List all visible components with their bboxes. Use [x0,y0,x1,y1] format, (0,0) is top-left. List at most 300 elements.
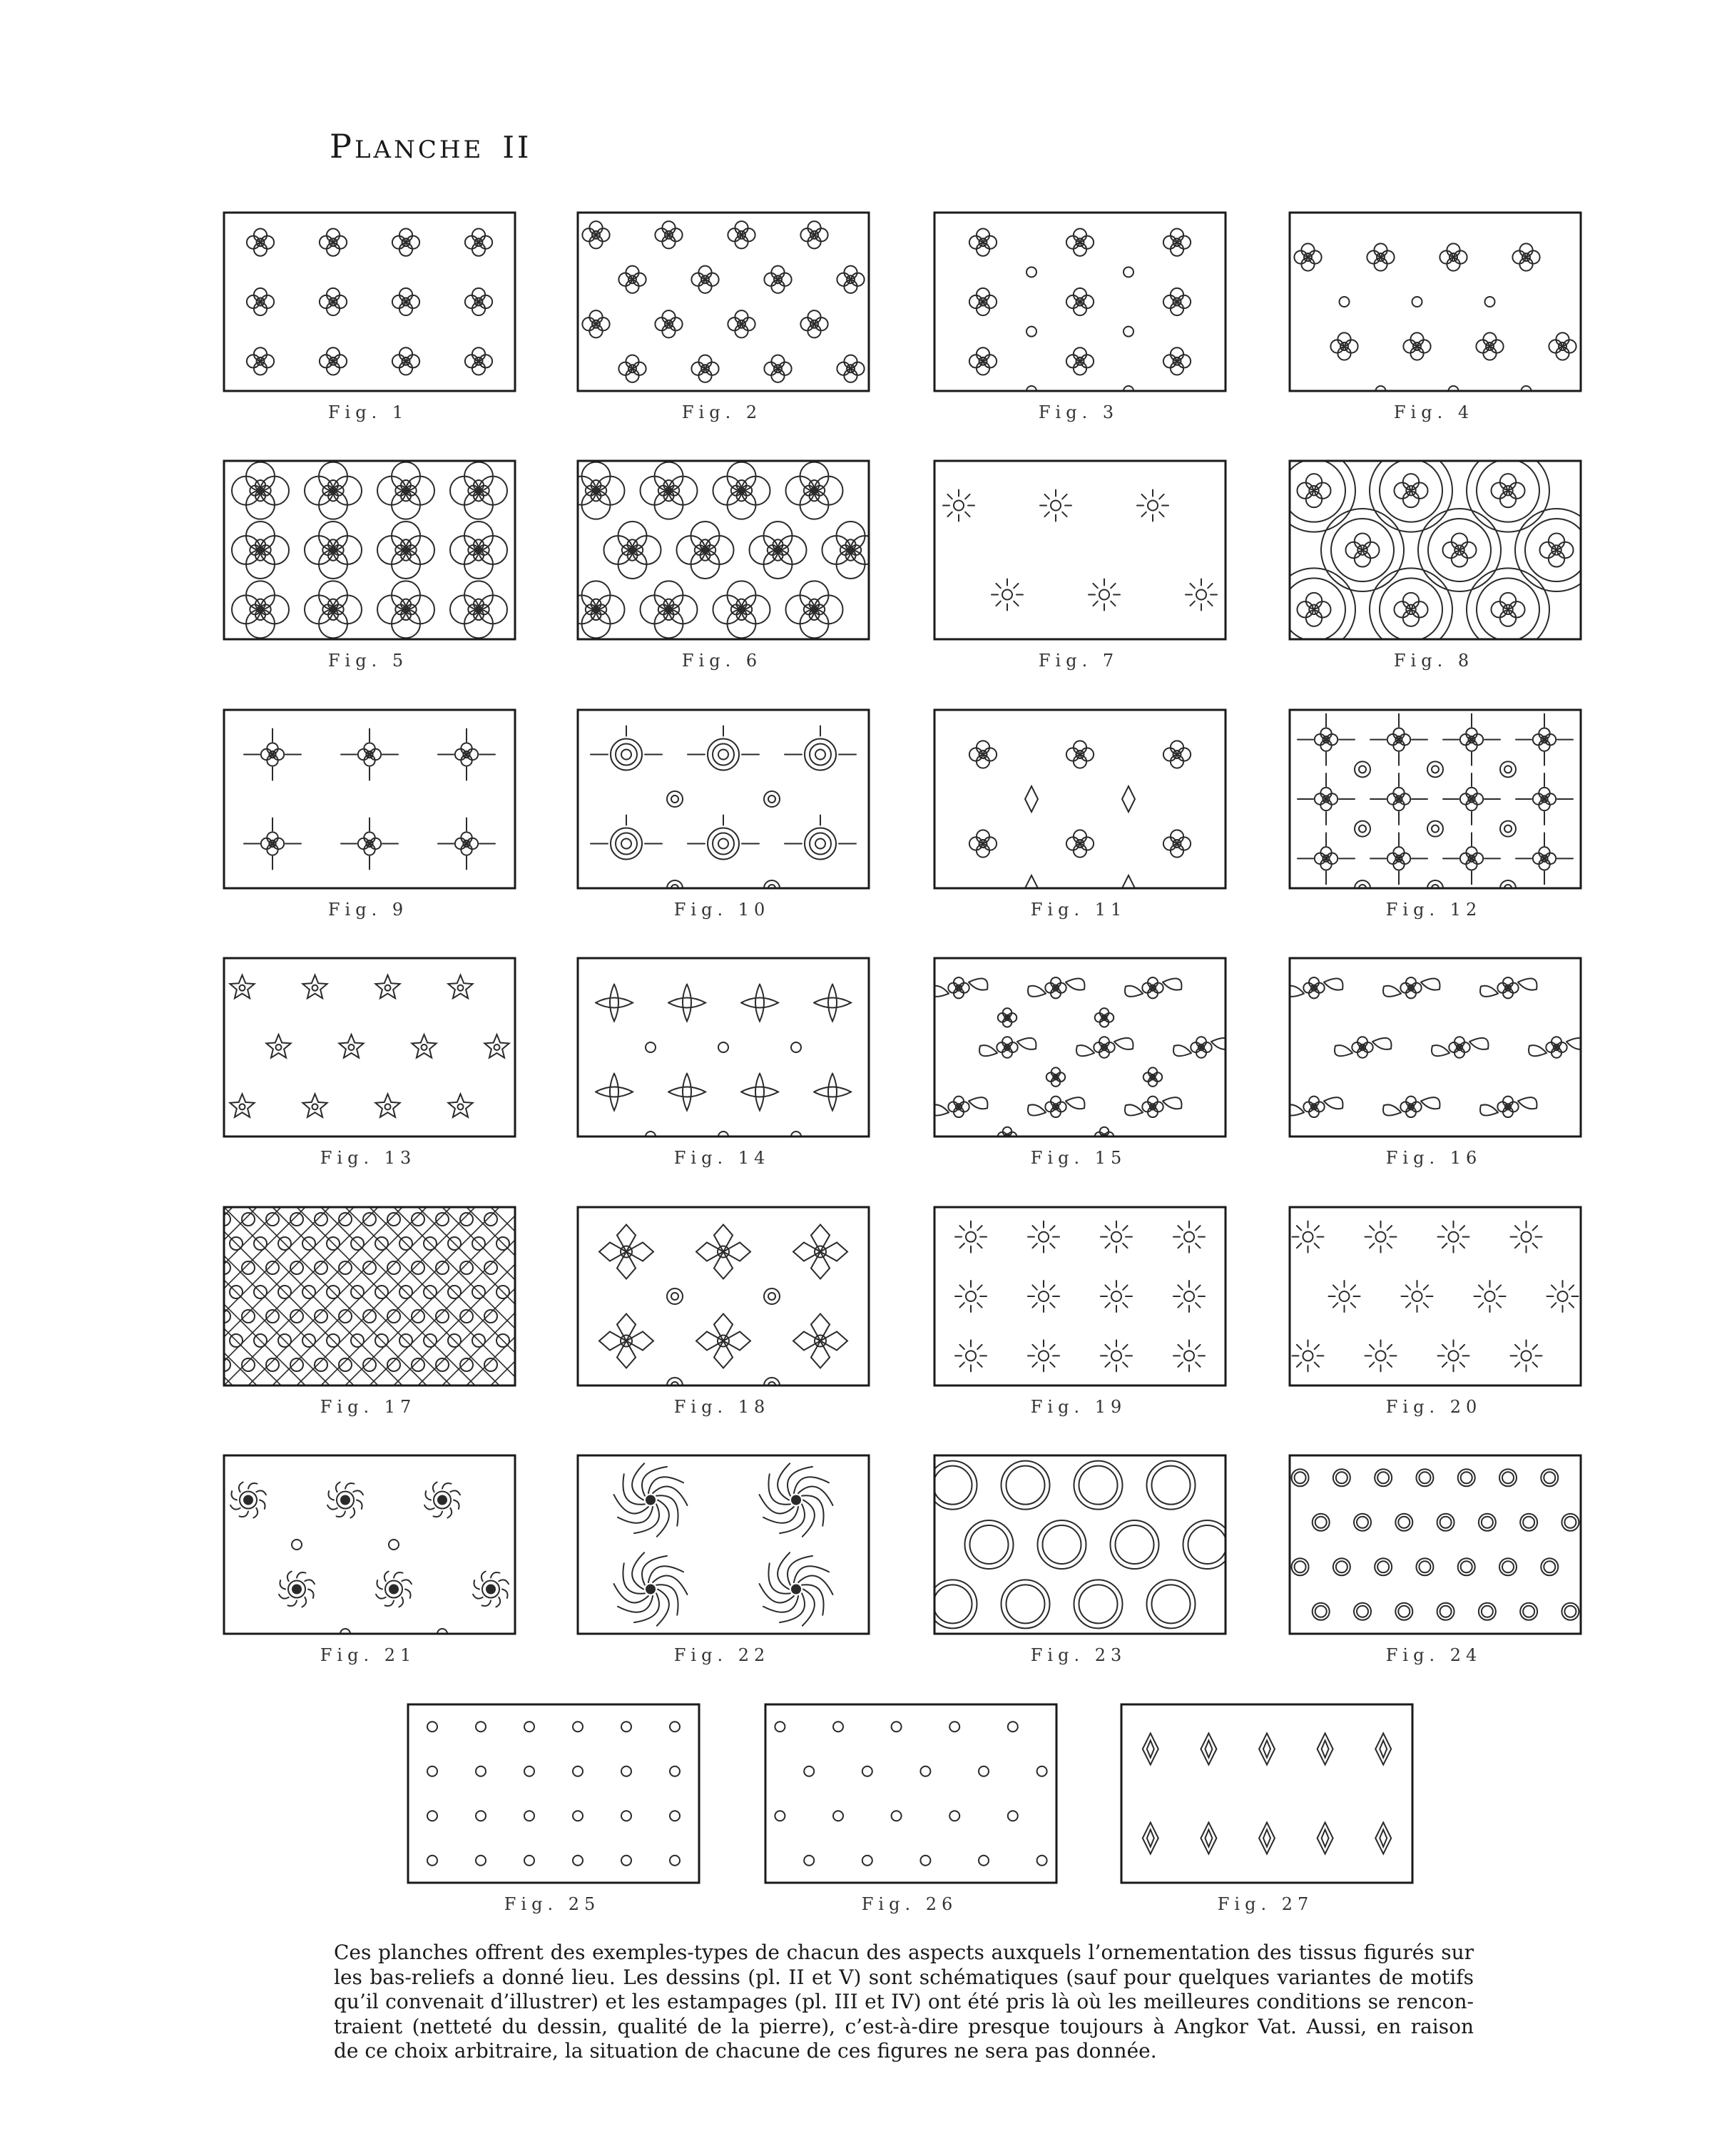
dot-motif [670,1811,680,1821]
flower-motif [465,288,492,315]
flower-motif [969,347,997,375]
quatrefoil-motif [750,522,807,579]
sun-motif [327,1483,363,1518]
rosette-motif [1288,568,1355,641]
dot-motif [573,1722,583,1732]
ornament-pattern [933,957,1227,1138]
flower-motif [728,221,755,248]
flower-motif [1066,830,1094,857]
rosette-motif [1370,568,1452,641]
leafy-motif [1125,1097,1181,1117]
quatrefoil-motif [232,522,289,579]
ring-filler [1427,821,1443,837]
swirl-motif [614,1552,688,1625]
flower-motif [1163,741,1191,768]
petalcross-motif [596,1074,633,1111]
ornament-pattern [576,211,870,392]
flower-motif [247,229,274,256]
smallring-motif [1333,1469,1350,1486]
petalcross-motif [741,985,778,1022]
leafy-motif [933,1097,987,1117]
dot-filler [1340,297,1350,307]
leafy-motif [1335,1037,1391,1057]
radiant-motif [1173,1281,1205,1312]
flower-motif [800,221,827,248]
quatrefoil-motif [232,581,289,638]
figure-panel [764,1703,1058,1884]
flower-motif [800,310,827,337]
dot-motif [862,1766,872,1776]
figure-label: Fig. 2 [681,402,763,422]
smallring-motif [1395,1514,1412,1531]
diamondflower-motif [599,1314,653,1368]
cross-motif [1516,773,1573,825]
plate-caption [334,1941,1474,2064]
quatrefoil-motif [604,522,661,579]
quatrefoil-motif [786,462,843,519]
radiant-motif [1028,1340,1059,1371]
ring-filler [1500,821,1516,837]
flower-motif [1066,288,1094,315]
cross-motif [1298,833,1355,884]
radiant-motif [1186,579,1217,611]
figure-panel [933,1454,1227,1635]
leafy-motif [1432,1037,1488,1057]
dot-motif [949,1811,959,1821]
cross-motif [1516,714,1573,766]
figure-label: Fig. 21 [320,1645,417,1665]
dot-motif [427,1766,437,1776]
figure-label: Fig. 17 [320,1397,417,1417]
diamond-motif [1375,1823,1391,1854]
flower-motif [969,741,997,768]
flower-motif [728,310,755,337]
flower-filler [1143,1067,1162,1086]
dot-motif [427,1722,437,1732]
flower-motif [582,310,609,337]
figure-panel [1288,459,1582,641]
smallring-motif [1313,1514,1330,1531]
ringed-motif [785,726,856,771]
bigring-motif [933,1580,977,1628]
cross-motif [341,729,398,780]
ringed-motif [785,815,856,860]
cross-motif [244,729,301,780]
smallring-motif [1479,1514,1496,1531]
flower-motif [1549,332,1576,360]
star-motif [230,1094,254,1117]
flower-motif [247,288,274,315]
figure-label: Fig. 18 [673,1397,770,1417]
radiant-motif [1293,1221,1324,1253]
ornament-pattern [1288,708,1582,890]
figure-panel [576,1206,870,1387]
ringed-motif [591,815,662,860]
cross-motif [1443,773,1500,825]
flower-motif [392,347,419,375]
dot-motif [670,1856,680,1866]
radiant-motif [1474,1281,1506,1312]
smallring-motif [1395,1603,1412,1620]
rosette-motif [1321,509,1404,591]
dot-motif [524,1856,534,1866]
figure-frame [224,461,515,639]
figure-panel [933,459,1227,641]
figure-label: Fig. 12 [1385,900,1482,920]
figure-frame [1290,213,1581,391]
dot-motif [949,1722,959,1732]
radiant-motif [955,1221,987,1253]
flower-motif [465,347,492,375]
quatrefoil-motif [713,581,770,638]
diamond-motif [1201,1734,1216,1765]
flower-motif [1403,332,1430,360]
petalcross-motif [668,985,705,1022]
bigring-motif [1002,1580,1050,1628]
flower-motif [618,266,646,293]
radiant-motif [1089,579,1120,611]
flower-motif [837,266,864,293]
dot-filler [718,1042,728,1052]
figure-label: Fig. 20 [1385,1397,1482,1417]
smallring-motif [1375,1469,1392,1486]
quatrefoil-motif [576,462,625,519]
figure-label: Fig. 23 [1030,1645,1127,1665]
dot-motif [621,1856,631,1866]
figure-panel [223,211,516,392]
radiant-motif [1293,1340,1324,1371]
dot-motif [621,1811,631,1821]
figure-label: Fig. 22 [673,1645,770,1665]
ornament-pattern [576,708,870,890]
dot-motif [979,1766,989,1776]
rosette-motif [1288,459,1355,532]
quatrefoil-motif [641,581,698,638]
diamondflower-motif [599,1225,653,1279]
flower-motif [1163,288,1191,315]
radiant-motif [1137,490,1168,522]
diamondflower-motif [793,1225,847,1279]
dot-filler [1124,327,1133,337]
flower-motif [969,229,997,256]
bigring-motif [1111,1520,1159,1569]
dot-motif [476,1856,486,1866]
leafy-motif [1076,1037,1133,1057]
leafy-motif [1383,1097,1440,1117]
diamond-motif [1143,1734,1158,1765]
swirl-motif [760,1552,833,1625]
rosette-motif [1370,459,1452,532]
dot-motif [476,1766,486,1776]
dot-motif [1037,1766,1047,1776]
smallring-motif [1333,1558,1350,1575]
figure-label: Fig. 6 [681,651,763,671]
dot-motif [427,1856,437,1866]
ring-filler [1500,761,1516,777]
dot-filler [1124,267,1133,277]
petalcross-motif [668,1074,705,1111]
sun-motif [473,1572,509,1607]
plate-title-initial: P [330,127,355,166]
ornament-pattern [933,1206,1227,1387]
bigring-motif [965,1520,1014,1569]
swirl-motif [760,1463,833,1536]
flower-motif [691,266,718,293]
figure-panel [576,708,870,890]
radiant-motif [1547,1281,1579,1312]
flower-motif [969,288,997,315]
star-motif [230,975,254,999]
dot-filler [646,1042,656,1052]
dot-motif [804,1766,814,1776]
figure-panel [1288,1206,1582,1387]
figure-panel [1120,1703,1414,1884]
figure-panel [933,708,1227,890]
cross-motif [1516,833,1573,884]
flower-motif [1440,243,1467,270]
ornament-pattern [933,459,1227,641]
smallring-motif [1520,1603,1537,1620]
flower-motif [764,266,791,293]
diamond-filler [1025,786,1038,812]
cross-motif [1370,714,1427,766]
figure-panel [223,1454,516,1635]
quatrefoil-motif [450,581,507,638]
petalcross-motif [814,985,851,1022]
figure-label: Fig. 11 [1030,900,1127,920]
dot-motif [979,1856,989,1866]
figure-panel [576,1454,870,1635]
quatrefoil-motif [641,462,698,519]
ring-filler [764,791,780,807]
cross-motif [341,818,398,870]
flower-motif [691,355,718,382]
ornament-pattern [223,1454,516,1635]
lattice-pattern [223,1207,516,1385]
dot-motif [892,1722,902,1732]
star-motif [302,975,327,999]
smallring-motif [1499,1558,1517,1575]
quatrefoil-motif [713,462,770,519]
dot-motif [1008,1722,1018,1732]
leafy-motif [1480,1097,1537,1117]
star-motif [484,1034,509,1058]
rosette-motif [1515,509,1582,591]
figure-panel [223,708,516,890]
dot-motif [1008,1811,1018,1821]
cross-motif [1443,833,1500,884]
smallring-motif [1437,1603,1454,1620]
leafy-motif [1288,1097,1342,1117]
flower-motif [1476,332,1503,360]
dot-motif [833,1722,843,1732]
dot-motif [524,1811,534,1821]
leafy-motif [1529,1037,1582,1057]
quatrefoil-motif [450,462,507,519]
diamondflower-motif [696,1314,750,1368]
flower-filler [998,1008,1017,1027]
radiant-motif [943,490,974,522]
diamond-motif [1259,1823,1275,1854]
quatrefoil-motif [450,522,507,579]
star-motif [339,1034,363,1058]
bigring-motif [1147,1580,1196,1628]
cross-motif [1370,833,1427,884]
ring-filler [1355,821,1370,837]
smallring-motif [1292,1469,1309,1486]
ornament-pattern [223,708,516,890]
figure-panel [576,211,870,392]
dot-motif [573,1856,583,1866]
figure-frame [1121,1704,1412,1883]
figure-label: Fig. 8 [1393,651,1474,671]
figure-label: Fig. 1 [327,402,409,422]
dot-motif [573,1811,583,1821]
caption-line: qu’il convenait d’illustrer) et les estampages (pl. III et IV) ont été pris là où les meilleures conditions se rencon- [334,1990,1474,2013]
ornament-pattern [223,1206,516,1387]
dot-motif [524,1722,534,1732]
cross-motif [1370,773,1427,825]
petalcross-motif [596,985,633,1022]
figure-frame [578,958,869,1137]
figure-frame [578,1207,869,1385]
ornament-pattern [933,1454,1227,1635]
rosette-motif [1418,509,1501,591]
smallring-motif [1561,1603,1579,1620]
dot-motif [775,1722,785,1732]
dot-filler [791,1042,801,1052]
bigring-motif [933,1461,977,1510]
figure-panel [576,459,870,641]
figure-label: Fig. 3 [1038,402,1119,422]
plate-title-word: LANCHE [354,136,484,164]
quatrefoil-motif [377,462,434,519]
figure-panel [223,1206,516,1387]
dot-motif [892,1811,902,1821]
ring-filler [667,791,683,807]
figure-label: Fig. 5 [327,651,409,671]
ring-filler [1355,761,1370,777]
sun-motif [230,1483,266,1518]
smallring-motif [1561,1514,1579,1531]
leafy-motif [1173,1037,1227,1057]
radiant-motif [1365,1221,1397,1253]
petalcross-motif [814,1074,851,1111]
dot-motif [804,1856,814,1866]
ornament-pattern [764,1703,1058,1884]
radiant-motif [1511,1221,1542,1253]
radiant-motif [955,1281,987,1312]
caption-line: Ces planches offrent des exemples-types de chacun des aspects auxquels l’ornementation des tissus figurés sur [334,1941,1474,1964]
bigring-motif [1038,1520,1086,1569]
quatrefoil-motif [677,522,734,579]
star-motif [375,975,399,999]
radiant-motif [1438,1340,1469,1371]
leafy-motif [1383,977,1440,998]
dot-filler [1026,267,1036,277]
diamondflower-motif [793,1314,847,1368]
figure-frame [934,1455,1226,1634]
ornament-pattern [1288,1206,1582,1387]
leafy-motif [1028,977,1084,998]
flower-motif [320,347,347,375]
flower-motif [618,355,646,382]
ornament-pattern [576,459,870,641]
dot-motif [833,1811,843,1821]
dot-motif [524,1766,534,1776]
diamondflower-motif [696,1225,750,1279]
dot-filler [1026,327,1036,337]
flower-motif [1163,347,1191,375]
figure-label: Fig. 25 [504,1894,601,1914]
ringed-motif [591,726,662,771]
ring-filler [667,1288,683,1304]
quatrefoil-motif [232,462,289,519]
dot-filler [1412,297,1422,307]
figure-panel [407,1703,700,1884]
ornament-pattern [576,1454,870,1635]
figure-frame [934,461,1226,639]
figure-panel [933,211,1227,392]
star-motif [448,1094,472,1117]
smallring-motif [1292,1558,1309,1575]
flower-motif [655,221,682,248]
cross-motif [1298,773,1355,825]
smallring-motif [1313,1603,1330,1620]
smallring-motif [1416,1558,1433,1575]
radiant-motif [1028,1221,1059,1253]
figure-frame [934,1207,1226,1385]
bigring-motif [1183,1520,1228,1569]
figure-frame [578,1455,869,1634]
ornament-pattern [933,211,1227,392]
figure-frame [224,213,515,391]
flower-motif [1294,243,1321,270]
ornament-pattern [576,957,870,1138]
radiant-motif [1402,1281,1433,1312]
smallring-motif [1541,1558,1558,1575]
diamond-motif [1318,1823,1333,1854]
dot-filler [389,1540,399,1550]
flower-motif [1512,243,1539,270]
dot-filler [292,1540,302,1550]
rosette-motif [1467,568,1549,641]
flower-motif [764,355,791,382]
radiant-motif [1101,1281,1132,1312]
caption-line: traient (netteté du dessin, qualité de la pierre), c’est-à-dire presque toujours à Angkor Vat. Aussi, en raison [334,2014,1474,2038]
flower-motif [582,221,609,248]
flower-motif [837,355,864,382]
dot-motif [670,1766,680,1776]
plate-number: II [502,130,532,165]
figure-label: Fig. 15 [1030,1148,1127,1168]
figure-panel [933,957,1227,1138]
figure-frame [1290,710,1581,888]
figure-label: Fig. 14 [673,1148,770,1168]
dot-motif [775,1811,785,1821]
flower-motif [655,310,682,337]
ornament-pattern [1288,957,1582,1138]
figure-frame [224,1455,515,1634]
leafy-motif [1125,977,1181,998]
figure-panel [223,957,516,1138]
radiant-motif [1365,1340,1397,1371]
star-motif [412,1034,436,1058]
radiant-motif [1101,1221,1132,1253]
dot-motif [476,1811,486,1821]
ornament-pattern [933,708,1227,890]
flower-filler [1095,1008,1114,1027]
